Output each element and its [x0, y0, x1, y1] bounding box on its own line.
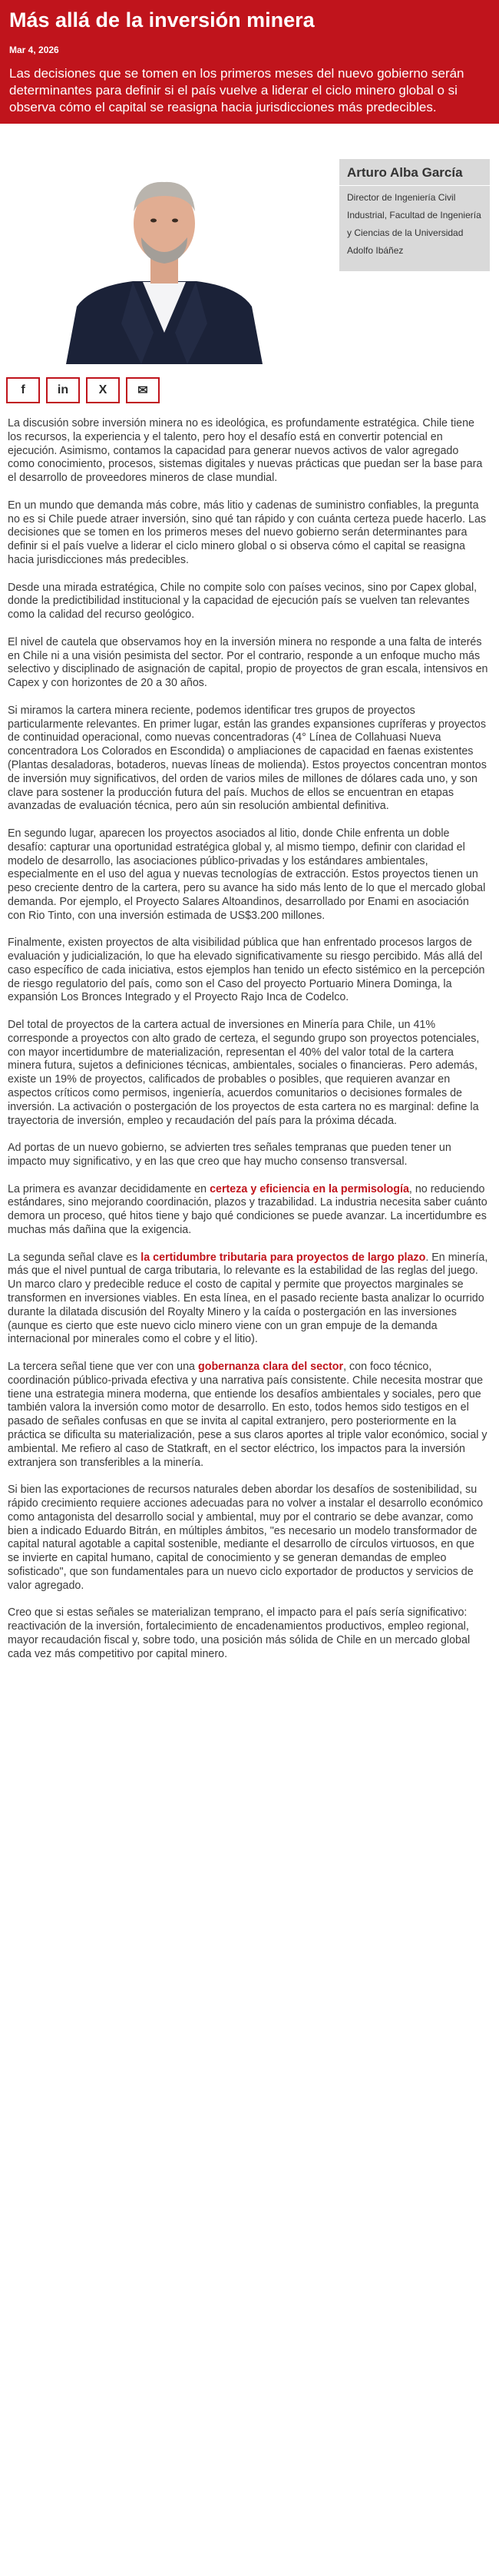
- linkedin-icon: in: [57, 383, 69, 396]
- article-body: [0, 400, 499, 1662]
- text: , con foco técnico, coordinación público-privada efectiva y una narrativa país consistente. Chile necesita mostrar que tiene una estrategia minera moderna, que entiende los desafíos ambientales y sociales, pero que también valora la inversión como motor de desarrollo. En esto, todos hemos sido testigos en el pasado de señales confusas en que se invita al capital extranjero, pero posteriormente en la práctica se dificulta su materialización, pese a sus claros aportes al triple valor económico, social y ambiental. Me refiero al caso de Statkraft, en el sector eléctrico, los impactos para la inversión extranjera son transferibles a la minería.: [8, 1360, 487, 1469]
- x-icon: X: [98, 383, 107, 396]
- paragraph: La discusión sobre inversión minera no es ideológica, es profundamente estratégica. Chile tiene los recursos, la experiencia y el talento, pero hoy el desafío está en convertir potencial en ejecución. Asimismo, contamos la capacidad para generar nuevos activos de valor agregado como conocimiento, procesos, sistemas digitales y nuevas prácticas que puedan ser la base para el desarrollo de proveedores mineros de clase mundial.: [8, 417, 483, 485]
- author-card: [339, 159, 490, 271]
- paragraph: Finalmente, existen proyectos de alta visibilidad pública que han enfrentado procesos largos de evaluación y judicialización, lo que ha elevado significativamente su riesgo percibido. Más allá del caso específico de cada iniciativa, estos ejemplos han tenido un efecto sistémico en la percepción de riesgo regulatorio del país, como son el Caso del proyecto Portuario Minera Dominga, la expansión Los Bronces Integrado y el Proyecto Rajo Inca de Codelco.: [8, 937, 485, 1004]
- paragraph: Del total de proyectos de la cartera actual de inversiones en Minería para Chile, un 41% corresponde a proyectos con alto grado de certeza, el segundo grupo son proyectos potenciales, con mayor incertidumbre de materialización, representan el 40% del valor total de la cartera minera futura, sujetos a definiciones técnicas, ambientales, sociales o financieras. Pero además, existe un 19% de proyectos, calificados de probables o posibles, que requieren avanzar en aspectos críticos como permisos, ingeniería, acuerdos comunitarios o decisiones formales de inversión. La activación o postergación de los proyectos de esta cartera no es marginal: define la trayectoria de inversión, empleo y recaudación del país para la próxima década.: [8, 1019, 480, 1127]
- highlight: la certidumbre tributaria para proyectos de largo plazo: [140, 1251, 426, 1264]
- share-bar: [6, 377, 160, 403]
- x-share-button[interactable]: [86, 377, 120, 403]
- author-name: Arturo Alba García: [347, 165, 463, 180]
- paragraph: Desde una mirada estratégica, Chile no compite solo con países vecinos, sino por Capex global, donde la predictibilidad institucional y la capacidad de ejecución país se vuelven tan relevantes como la calidad del recurso geológico.: [8, 581, 478, 622]
- mail-icon: ✉: [137, 384, 148, 397]
- text: La primera es avanzar decididamente en: [8, 1182, 210, 1195]
- text: La tercera señal tiene que ver con una: [8, 1360, 198, 1373]
- paragraph: Creo que si estas señales se materializan temprano, el impacto para el país sería significativo: reactivación de la inversión, fortalecimiento de encadenamientos productivos, empleo regional, mayor recaudación fiscal y, sobre todo, una posición más sólida de Chile en un mercado global cada vez más competitivo por capital minero.: [8, 1606, 471, 1660]
- paragraph: Si miramos la cartera minera reciente, podemos identificar tres grupos de proyectos particularmente relevantes. En primer lugar, están las grandes expansiones cupríferas y proyectos de continuidad operacional, como nuevas concentradoras (4° Línea de Collahuasi Nueva concentradora Los Colorados en Escondida) o ampliaciones de capacidad en faenas existentes (Plantas desaladoras, botaderos, nuevas líneas de molienda). Estos proyectos concentran montos de inversión muy significativos, del orden de varios miles de millones de dólares cada uno, y son clave para sostener la producción futura del país. Muchos de ellos se encuentran en etapas avanzadas de evaluación técnica, pero aún sin resolución ambiental definitiva.: [8, 704, 487, 813]
- text: La segunda señal clave es: [8, 1251, 141, 1264]
- text: , no reduciendo estándares, sino mejorando coordinación, plazos y trazabilidad. La industria necesita saber cuánto demora un proceso, qué hitos tiene y bajo qué condiciones se puede avanzar. La incertidumbre es muchas más dañina que la exigencia.: [8, 1182, 487, 1237]
- highlight: gobernanza clara del sector: [197, 1360, 344, 1373]
- paragraph: Ad portas de un nuevo gobierno, se advierten tres señales tempranas que pueden tener un impacto muy significativo, y en las que creo que hay mucho consenso transversal.: [8, 1142, 451, 1169]
- article-header: [0, 0, 499, 124]
- paragraph: En un mundo que demanda más cobre, más litio y cadenas de suministro confiables, la pregunta no es si Chile puede atraer inversión, sino qué tan rápido y con cuánta certeza puede hacerlo. Las decisiones que se tomen en los primeros meses del nuevo gobierno serán determinantes para definir si el país vuelve a liderar el ciclo minero global o si observa cómo el capital se reasigna hacia jurisdicciones más predecibles.: [8, 499, 487, 566]
- author-photo: [6, 131, 322, 364]
- article-dek: Las decisiones que se tomen en los primeros meses del nuevo gobierno serán determinantes para definir si el país vuelve a liderar el ciclo minero global o si observa cómo el capital se reasigna hacia jurisdicciones más predecibles.: [9, 66, 464, 114]
- paragraph: El nivel de cautela que observamos hoy en la inversión minera no responde a una falta de interés en Chile ni a una visión pesimista del sector. Por el contrario, responde a un enfoque mucho más selectivo y disciplinado de asignación de capital, propio de proyectos de gran escala, intensivos en Capex y con horizontes de 20 a 30 años.: [8, 635, 488, 690]
- article-date: Mar 4, 2026: [9, 45, 59, 55]
- facebook-icon: f: [21, 383, 25, 396]
- author-bio: Director de Ingeniería Civil Industrial, Facultad de Ingeniería y Ciencias de la Universidad Adolfo Ibáñez: [347, 192, 481, 256]
- article-title: Más allá de la inversión minera: [9, 8, 315, 31]
- paragraph: [8, 1361, 488, 1470]
- paragraph: Si bien las exportaciones de recursos naturales deben abordar los desafíos de sostenibilidad, su rápido crecimiento requiere acciones adecuadas para no volver a instalar el desarrollo económico como antagonista del desarrollo social y ambiental, muy por el contrario se debe avanzar, como bien a indicado Eduardo Bitrán, en múltiples ámbitos, "es necesario un modelo transformador de capital natural agotable a capital sostenible, mediante el desarrollo de círculos virtuosos, en que se invierte en capital humano, capital de conocimiento y se generan demandas de empleo sofisticado", que son fundamentales para un nuevo ciclo exportador de productos y servicios de valor agregado.: [8, 1484, 484, 1592]
- highlight: certeza y eficiencia en la permisología: [210, 1182, 409, 1195]
- email-share-button[interactable]: [126, 377, 160, 403]
- paragraph: En segundo lugar, aparecen los proyectos asociados al litio, donde Chile enfrenta un doble desafío: capturar una oportunidad estratégica global y, al mismo tiempo, definir con claridad el modelo de desarrollo, las asociaciones público-privadas y los estándares ambientales, especialmente en el uso del agua y nuevas tecnologías de extracción. Estos proyectos tienen un peso creciente dentro de la cartera, pero su avance ha sido más lento de lo que el mercado global demanda. Por ejemplo, el Proyecto Salares Altoandinos, desarrollado por Enami en asociación con Rio Tinto, con una inversión estimada de US$3.200 millones.: [8, 827, 486, 922]
- text: . En minería, más que el nivel puntual de carga tributaria, lo relevante es la estabilidad de las reglas del juego. Un marco claro y predecible reduce el costo de capital y permite que proyectos marginales se transformen en inversiones viables. En esta línea, en el pasado reciente basta analizar lo ocurrido durante la dilatada discusión del Royalty Minero y la caída o postergación en las inversiones (aunque es cierto que este nuevo ciclo minero viene con un gran empuje de la demanda internacional por minerales como el cobre y el litio).: [8, 1251, 488, 1346]
- paragraph: [8, 1252, 488, 1348]
- facebook-share-button[interactable]: [6, 377, 40, 403]
- article-meta: [0, 124, 499, 400]
- linkedin-share-button[interactable]: [46, 377, 80, 403]
- paragraph: [8, 1183, 488, 1238]
